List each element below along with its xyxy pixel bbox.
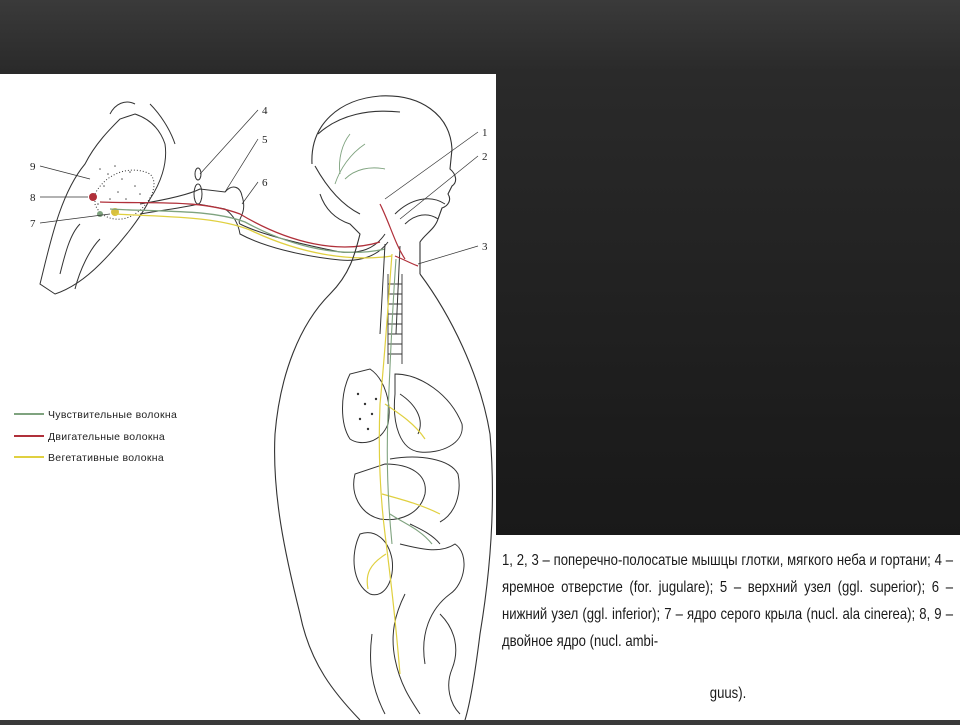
brain-sensory-branches [335,134,385,184]
lungs-and-heart [343,369,463,452]
figure-caption-tail: guus). [709,685,747,702]
label-9: 9 [30,161,36,173]
label-8: 8 [30,192,36,204]
autonomic-fiber-trunk [115,214,392,258]
label-3: 3 [482,241,488,253]
legend-label-sensory: Чувствительные волокна [48,409,178,421]
caption-panel [496,535,960,720]
label-6: 6 [262,177,268,189]
legend-label-motor: Двигательные волокна [48,431,166,443]
abdominal-organs [354,457,464,714]
legend-label-autonomic: Вегетативные волокна [48,452,164,464]
vagus-nerve-diagram [0,74,496,720]
trachea [388,274,402,364]
leader-lines [40,110,478,264]
motor-fiber-larynx [395,256,418,266]
nucleus-sensory [97,211,103,217]
figure-caption: 1, 2, 3 – поперечно-полосатые мышцы глотки, мягкого неба и гортани; 4 – яремное отверстие (for. jugulare); 5 – верхний узел (ggl. superior); 6 – нижний узел (ggl. inferior); 7 – ядро серого крыла (nucl. ala cinerea); 8, 9 – двойное ядро (nucl. ambi- [502,552,953,650]
autonomic-branches-body [367,254,440,674]
label-4: 4 [262,105,268,117]
label-2: 2 [482,151,488,163]
label-7: 7 [30,218,36,230]
motor-fiber-pharynx [380,204,405,259]
brainstem-stipple [97,165,141,205]
body-outline [275,96,493,720]
label-5: 5 [262,134,268,146]
label-1: 1 [482,127,488,139]
anatomy-figure [0,74,496,720]
lung-dots [357,393,377,430]
brainstem-drawing [40,102,175,294]
legend [14,409,177,464]
nucleus-ambiguus-upper [89,193,97,201]
